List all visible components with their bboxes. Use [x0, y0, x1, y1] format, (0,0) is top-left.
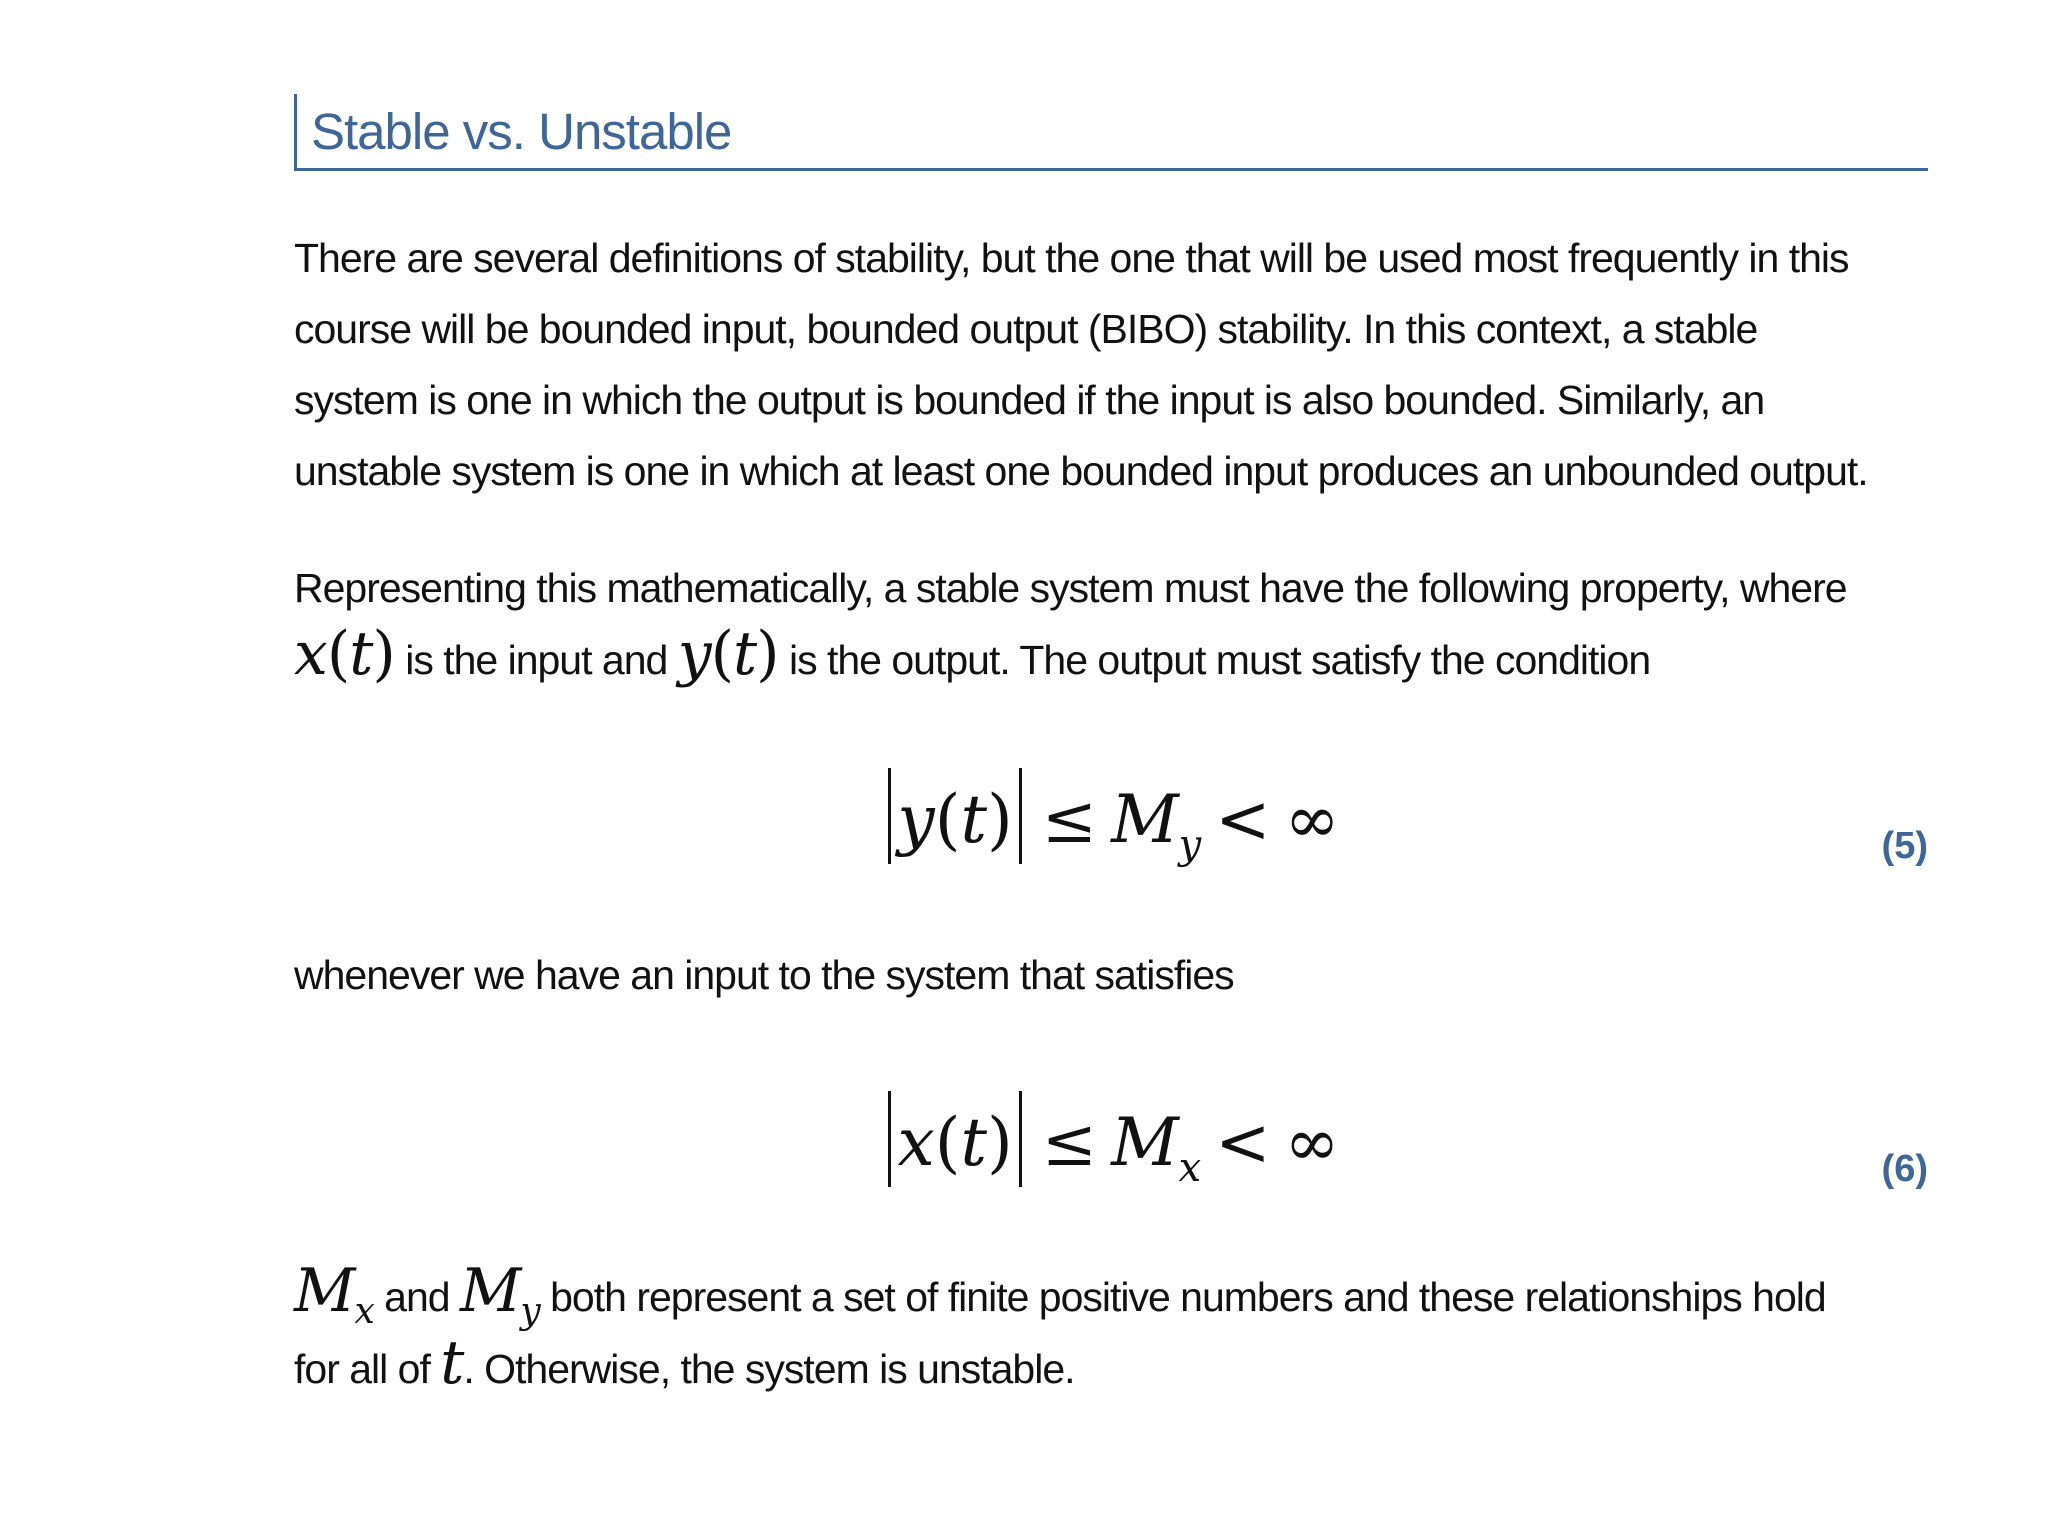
text-line: unstable system is one in which at least one bounded input produces an unbounded output. [294, 448, 1868, 494]
text-line: system is one in which the output is bounded if the input is also bounded. Similarly, an [294, 377, 1765, 423]
text-run: both represent a set of finite positive numbers and these relationships hold [539, 1274, 1826, 1320]
inline-math-t: t [440, 1328, 464, 1398]
infinity-symbol: ∞ [1284, 781, 1340, 858]
text-run: . Otherwise, the system is unstable. [463, 1346, 1075, 1392]
abs-bar-left [888, 768, 891, 864]
inline-math-x-of-t: x(t) [294, 619, 395, 689]
math-var-t: t [733, 619, 757, 689]
math-bound: M [1111, 781, 1179, 858]
math-var-t: t [349, 619, 373, 689]
article-content [294, 94, 1928, 1405]
text-run: and [373, 1274, 460, 1320]
section-heading: Stable vs. Unstable [294, 94, 1928, 171]
inline-math-mx [294, 1256, 374, 1332]
math-var: y [897, 781, 935, 858]
inline-math-y-of-t: y(t) [677, 619, 779, 689]
math-subscript: x [354, 1291, 374, 1332]
inline-math-my [459, 1256, 540, 1332]
text-line: Representing this mathematically, a stable system must have the following property, where [294, 565, 1847, 611]
math-bound-subscript: y [1178, 822, 1202, 868]
equation-expression: $y(t) \le M_y$ < ∞ [294, 768, 1928, 864]
equation-6 [294, 1053, 1928, 1239]
text-run: is the output. The output must satisfy the condition [778, 637, 1651, 683]
leq-operator: ≤ [1041, 1104, 1098, 1181]
text-run: is the input and [394, 637, 678, 683]
math-var-x: x [294, 619, 327, 689]
text-run: for all of [294, 1346, 441, 1392]
equation-expression: $x(t) \le M_x$ < ∞ [294, 1091, 1928, 1187]
math-bound: M [1111, 1104, 1179, 1181]
infinity-symbol: ∞ [1284, 1104, 1340, 1181]
math-arg: t [960, 1104, 987, 1181]
text-line: There are several definitions of stability, but the one that will be used most frequently in this [294, 235, 1849, 281]
lt-operator: < [1215, 781, 1271, 858]
math-subscript: y [520, 1291, 540, 1332]
math-var: x [897, 1104, 935, 1181]
equation-5 [294, 730, 1928, 916]
text-line: course will be bounded input, bounded output (BIBO) stability. In this context, a stable [294, 306, 1758, 352]
math-arg: t [960, 781, 987, 858]
abs-bar-right [1019, 1091, 1022, 1187]
lt-operator: < [1215, 1104, 1271, 1181]
paragraph-mathematical-representation [294, 553, 1928, 696]
abs-bar-left [888, 1091, 891, 1187]
equation-number: (6) [1881, 1148, 1928, 1190]
equation-number: (5) [1881, 825, 1928, 867]
math-var-m: M [294, 1256, 355, 1326]
math-var-m: M [459, 1256, 521, 1326]
paragraph-conclusion [294, 1256, 1928, 1405]
paragraph-input-condition: whenever we have an input to the system that satisfies [294, 952, 1234, 998]
math-bound-subscript: x [1178, 1145, 1202, 1191]
leq-operator: ≤ [1041, 781, 1098, 858]
math-var-y: y [677, 619, 711, 689]
abs-bar-right [1019, 768, 1022, 864]
paragraph-bibo-definition [294, 223, 1928, 507]
